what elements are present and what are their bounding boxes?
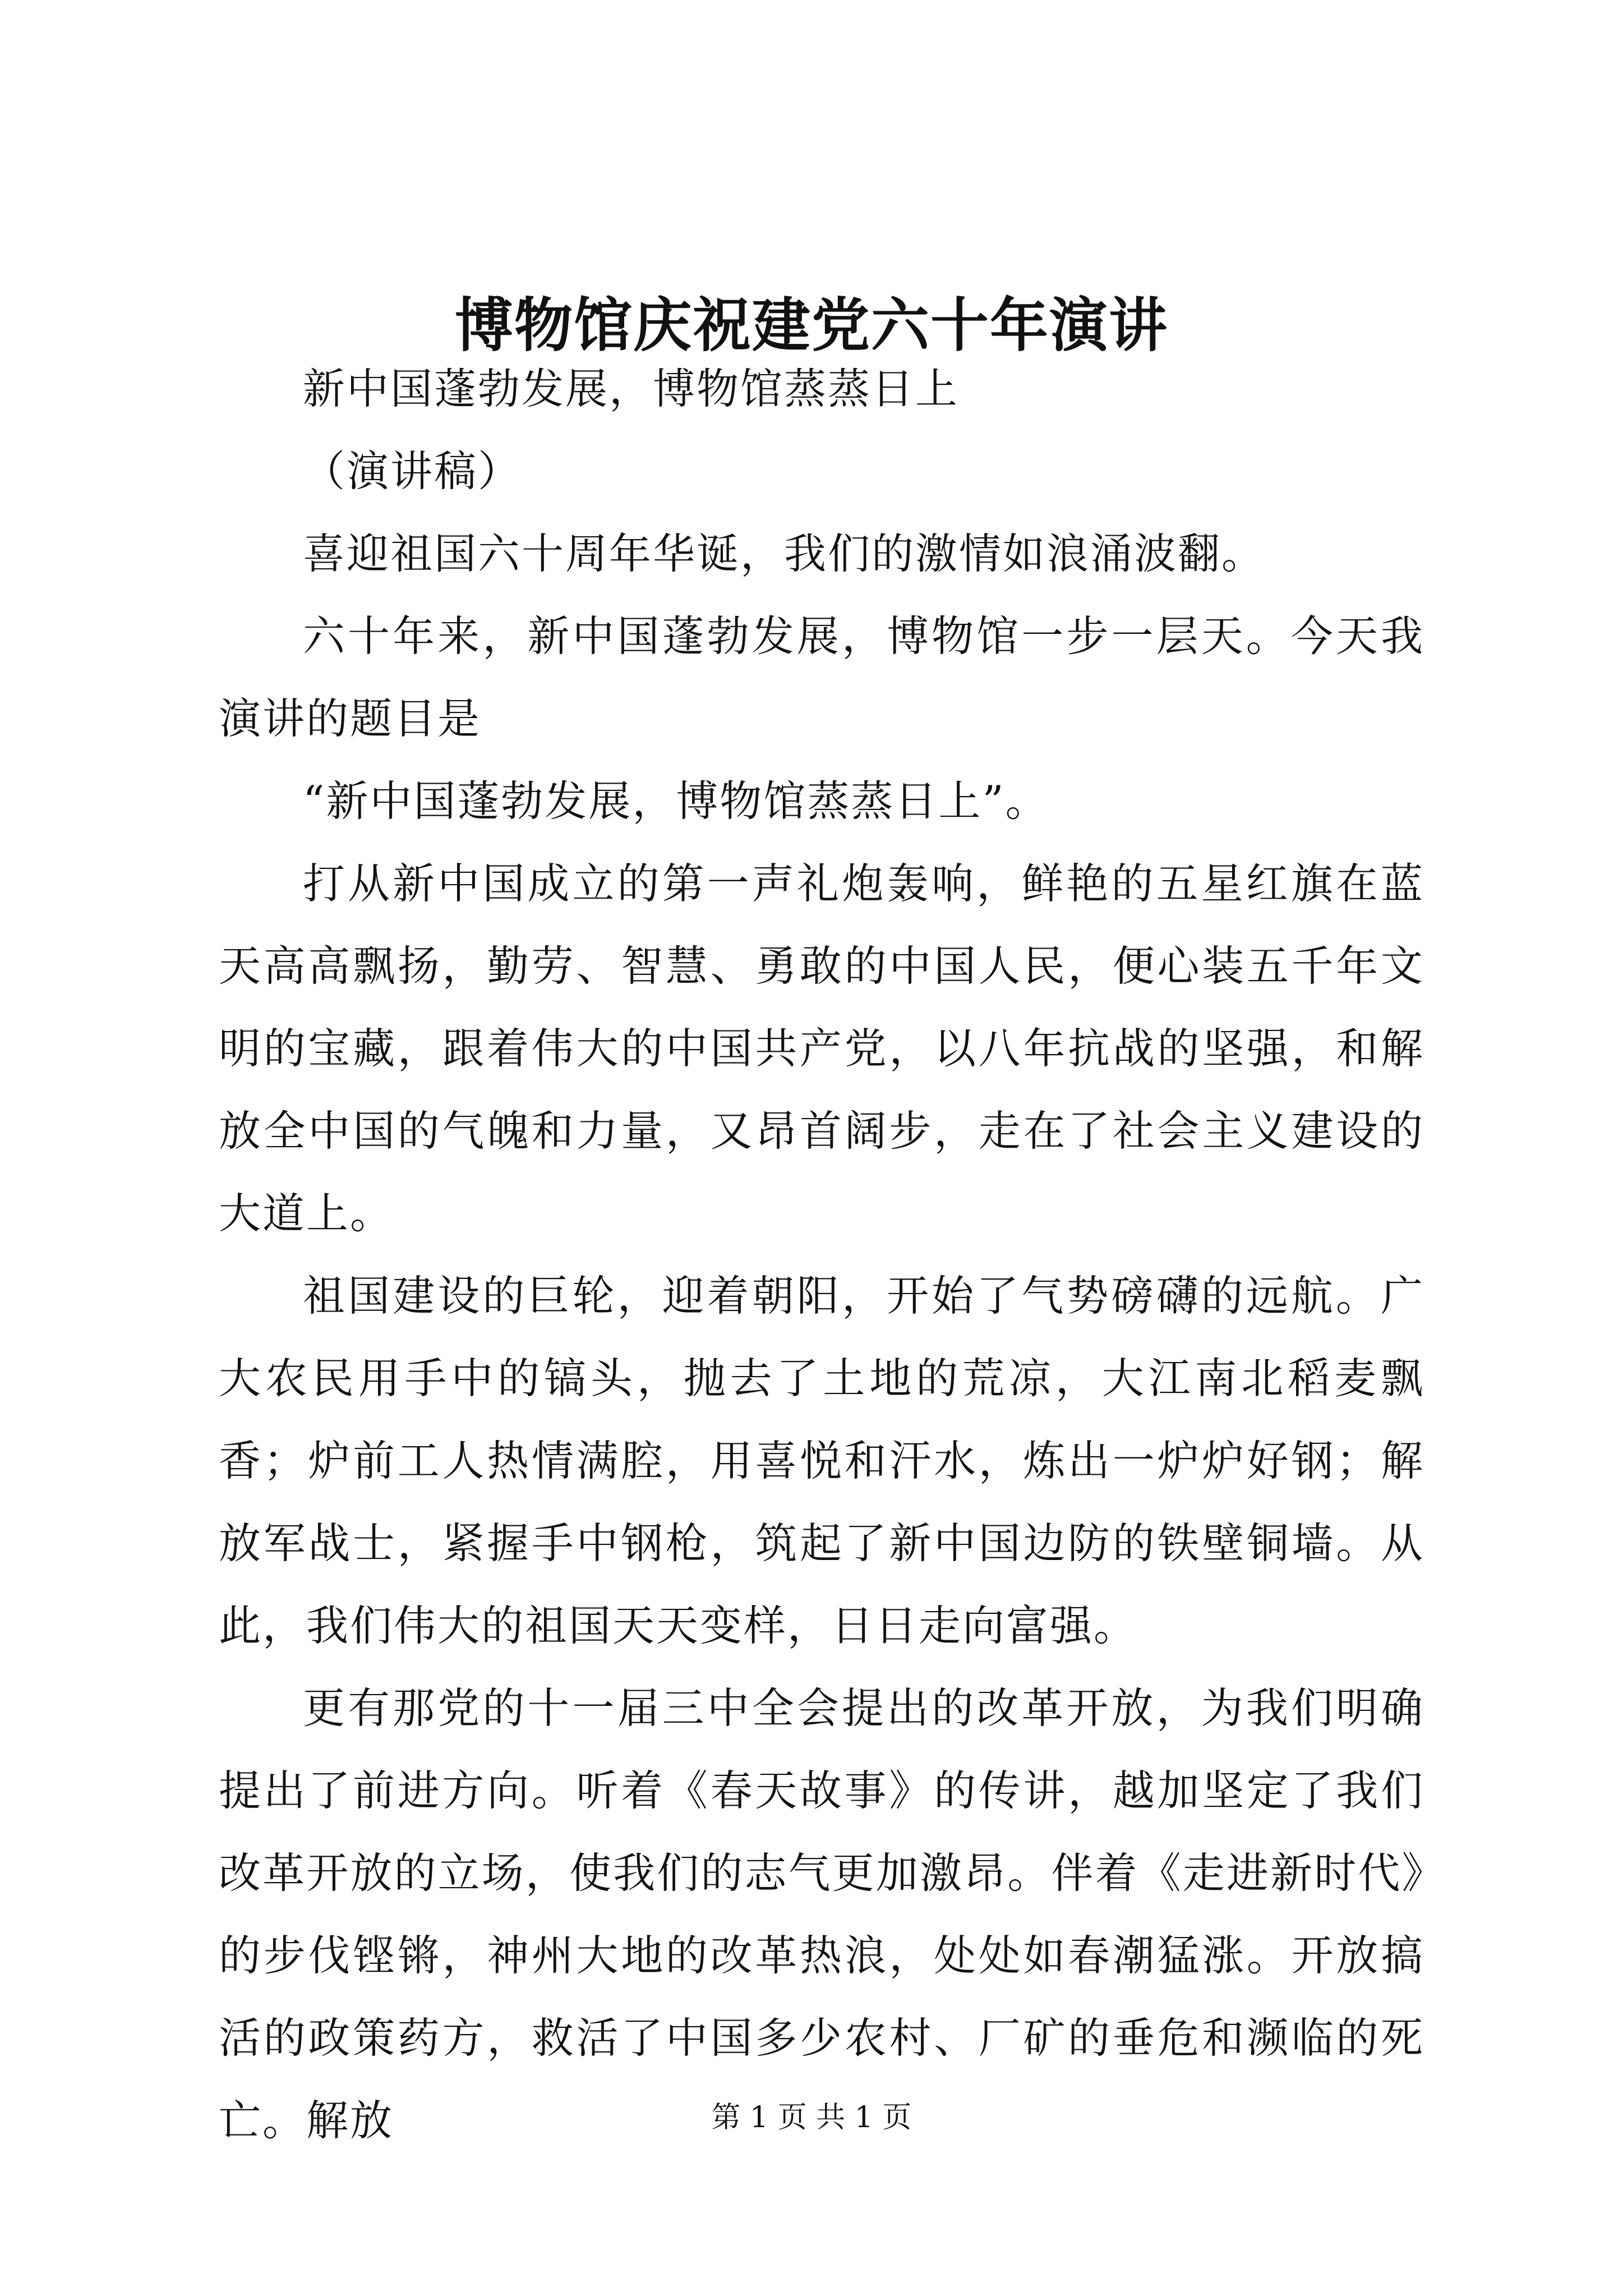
body-paragraph: 六十年来，新中国蓬勃发展，博物馆一步一层天。今天我演讲的题目是 xyxy=(219,611,1424,743)
document-title: 博物馆庆祝建党六十年演讲 xyxy=(454,291,1168,360)
body-paragraph: 喜迎祖国六十周年华诞，我们的激情如浪涌波翻。 xyxy=(303,529,1266,578)
body-paragraph: 打从新中国成立的第一声礼炮轰响，鲜艳的五星红旗在蓝天高高飘扬，勤劳、智慧、勇敢的中国人民，便心装五千年文明的宝藏，跟着伟大的中国共产党，以八年抗战的坚强，和解放全中国的气魄和力量，又昂首阔步，走在了社会主义建设的大道上。 xyxy=(219,859,1424,1238)
speech-label-paragraph: （演讲稿） xyxy=(303,447,522,496)
body-paragraph: 祖国建设的巨轮，迎着朝阳，开始了气势磅礴的远航。广大农民用手中的镐头，抛去了土地的荒凉，大江南北稻麦飘香；炉前工人热情满腔，用喜悦和汗水，炼出一炉炉好钢；解放军战士，紧握手中钢枪，筑起了新中国边防的铁壁铜墙。从此，我们伟大的祖国天天变样，日日走向富强。 xyxy=(219,1271,1424,1650)
body-paragraph: “新中国蓬勃发展，博物馆蒸蒸日上”。 xyxy=(303,776,1049,826)
page-footer: 第 1 页 共 1 页 xyxy=(711,2101,912,2134)
subtitle-paragraph: 新中国蓬勃发展，博物馆蒸蒸日上 xyxy=(303,364,960,413)
document-body xyxy=(219,348,1424,2162)
body-paragraph: 更有那党的十一届三中全会提出的改革开放，为我们明确提出了前进方向。听着《春天故事》的传讲，越加坚定了我们改革开放的立场，使我们的志气更加激昂。伴着《走进新时代》的步伐铿锵，神州大地的改革热浪，处处如春潮猛涨。开放搞活的政策药方，救活了中国多少农村、厂矿的垂危和濒临的死亡。解放 xyxy=(219,1683,1424,2145)
